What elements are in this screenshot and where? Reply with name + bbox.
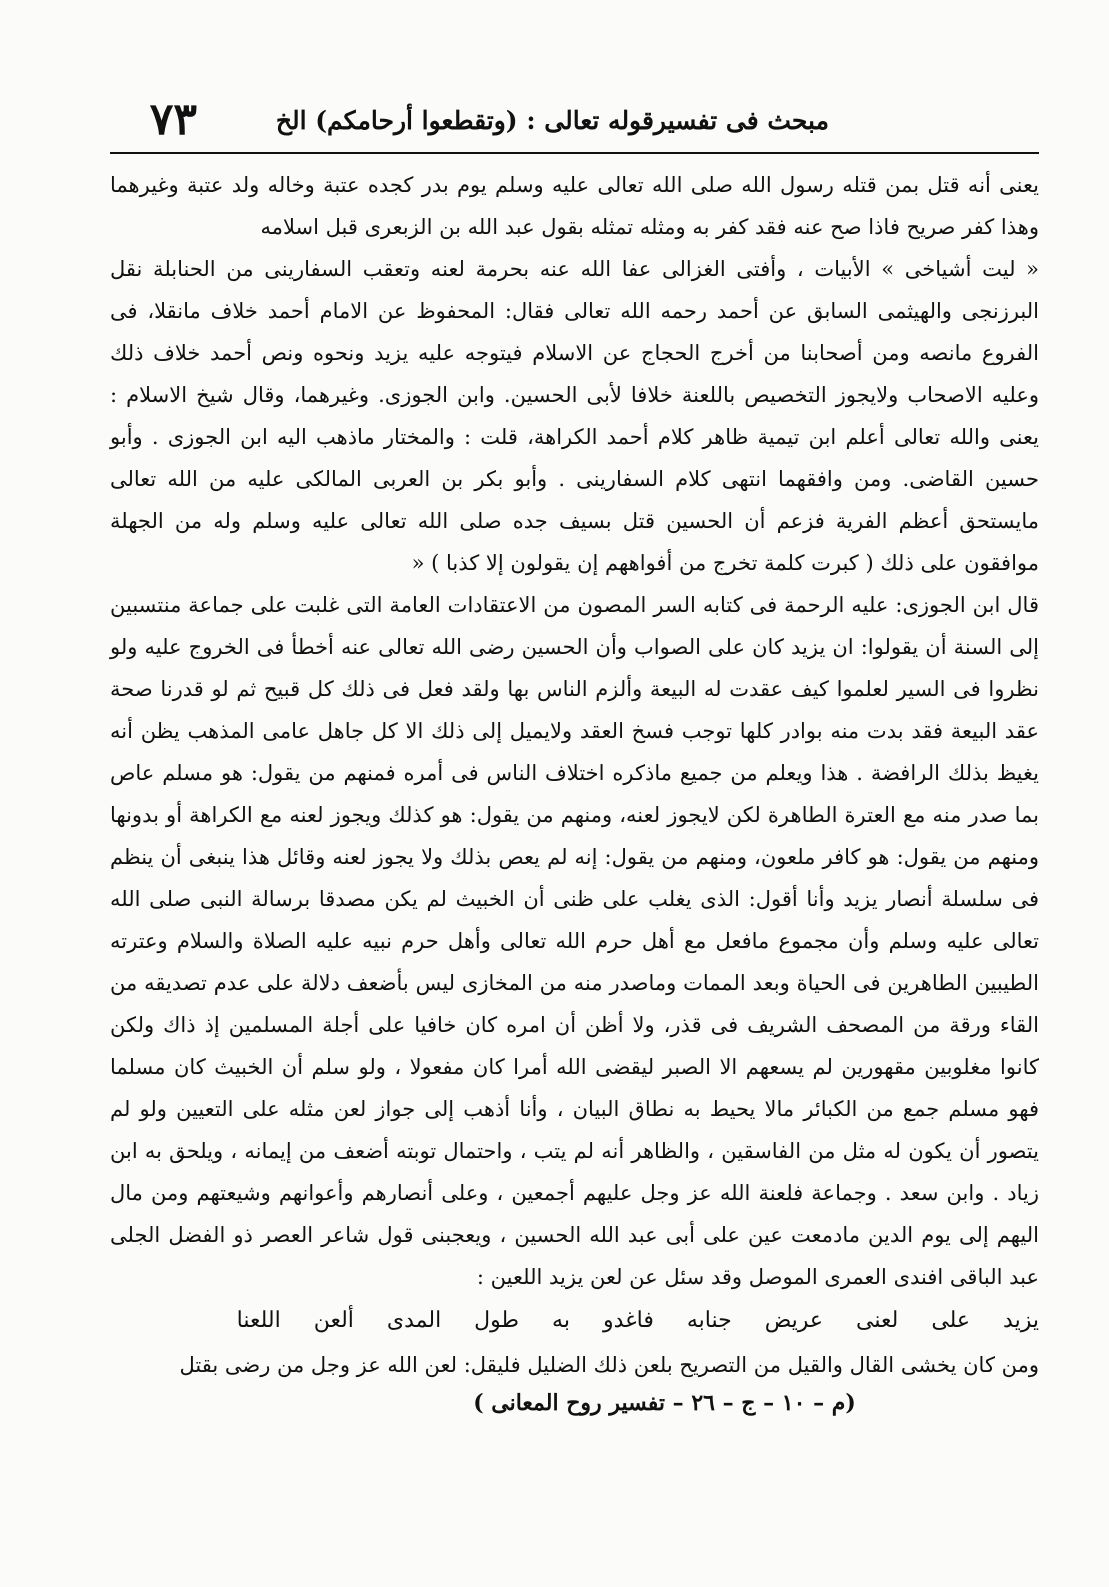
paragraph-3: قال ابن الجوزى: عليه الرحمة فى كتابه السر المصون من الاعتقادات العامة التى غلبت على جماعة منتسبين إلى السنة أن يقولوا: ان يزيد كان على الصواب وأن الحسين رضى الله تعالى عنه أخطأ فى الخروج عليه ولو نظروا فى السير لعلموا كيف عقدت له البيعة وألزم الناس بها ولقد فعل فى ذلك كل قبيح ثم لو قدرنا صحة عقد البيعة فقد بدت منه بوادر كلها توجب فسخ العقد ولايميل إلى ذلك الا كل جاهل عامى المذهب يظن أنه يغيظ بذلك الرافضة . هذا ويعلم من جميع ماذكره اختلاف الناس فى أمره فمنهم من يقول: هو مسلم عاص بما صدر منه مع العترة الطاهرة لكن لايجوز لعنه، ومنهم من يقول: هو كذلك ويجوز لعنه مع الكراهة أو بدونها ومنهم من يقول: هو كافر ملعون، ومنهم من يقول: إنه لم يعص بذلك ولا يجوز لعنه وقائل هذا ينبغى أن ينظم فى سلسلة أنصار يزيد وأنا أقول: الذى يغلب على ظنى أن الخبيث لم يكن مصدقا برسالة النبى صلى الله تعالى عليه وسلم وأن مجموع مافعل مع أهل حرم الله تعالى وأهل حرم نبيه عليه الصلاة والسلام وعترته الطيبين الطاهرين فى الحياة وبعد الممات وماصدر منه من المخازى ليس بأضعف دلالة على عدم تصديقه من القاء ورقة من المصحف الشريف فى قذر، ولا أظن أن امره كان خافيا على أجلة المسلمين إذ ذاك ولكن كانوا مغلوبين مقهورين لم يسعهم الا الصبر ليقضى الله أمرا كان مفعولا ، ولو سلم أن الخبيث كان مسلما فهو مسلم جمع من الكبائر مالا يحيط به نطاق البيان ، وأنا أذهب إلى جواز لعن مثله على التعيين ولو لم يتصور أن يكون له مثل من الفاسقين ، والظاهر أنه لم يتب ، واحتمال توبته أضعف من إيمانه ، ويلحق به ابن زياد . وابن سعد . وجماعة فلعنة الله عز وجل عليهم أجمعين ، وعلى أنصارهم وأعوانهم وشيعتهم ومن مال اليهم إلى يوم الدين مادمعت عين على أبى عبد الله الحسين ، ويعجبنى قول شاعر العصر ذو الفضل الجلى عبد الباقى افندى العمرى الموصل وقد سئل عن لعن يزيد اللعين : xyxy=(110,593,1039,1289)
page-number: ٧٣ xyxy=(149,94,197,145)
poem-second-hemistich: فاغدو به طول المدى ألعن اللعنا xyxy=(236,1308,654,1333)
page-header xyxy=(110,92,1039,154)
paragraph-1: يعنى أنه قتل بمن قتله رسول الله صلى الله تعالى عليه وسلم يوم بدر كجده عتبة وخاله ولد عتبة وغيرهما وهذا كفر صريح فاذا صح عنه فقد كفر به ومثله تمثله بقول عبد الله بن الزبعرى قبل اسلامه xyxy=(110,173,1039,239)
paragraph-2: « ليت أشياخى » الأبيات ، وأفتى الغزالى عفا الله عنه بحرمة لعنه وتعقب السفارينى من الحنابلة نقل البرزنجى والهيثمى السابق عن أحمد رحمه الله تعالى فقال: المحفوظ عن الامام أحمد خلاف مانقلا، فى الفروع مانصه ومن أصحابنا من أخرج الحجاج عن الاسلام فيتوجه عليه يزيد ونحوه ونص أحمد خلاف ذلك وعليه الاصحاب ولايجوز التخصيص باللعنة خلافا لأبى الحسين. وابن الجوزى. وغيرهما، وقال شيخ الاسلام : يعنى والله تعالى أعلم ابن تيمية ظاهر كلام أحمد الكراهة، قلت : والمختار ماذهب اليه ابن الجوزى . وأبو حسين القاضى. ومن وافقهما انتهى كلام السفارينى . وأبو بكر بن العربى المالكى عليه من الله تعالى مايستحق أعظم الفرية فزعم أن الحسين قتل بسيف جده صلى الله تعالى عليه وسلم وله من الجهلة موافقون على ذلك ( كبرت كلمة تخرج من أفواههم إن يقولون إلا كذبا ) « xyxy=(110,257,1039,575)
running-title: مبحث فى تفسيرقوله تعالى : (وتقطعوا أرحامكم) الخ xyxy=(275,106,829,135)
poem-first-hemistich: يزيد على لعنى عريض جنابه xyxy=(686,1308,1039,1333)
footer-signature: (م – ١٠ – ج – ٢٦ – تفسير روح المعانى ) xyxy=(473,1390,856,1416)
closing-paragraph: ومن كان يخشى القال والقيل من التصريح بلعن ذلك الضليل فليقل: لعن الله عز وجل من رضى بقتل xyxy=(179,1353,1039,1377)
body-text xyxy=(110,164,1039,1386)
poem-verse xyxy=(230,1298,1039,1344)
